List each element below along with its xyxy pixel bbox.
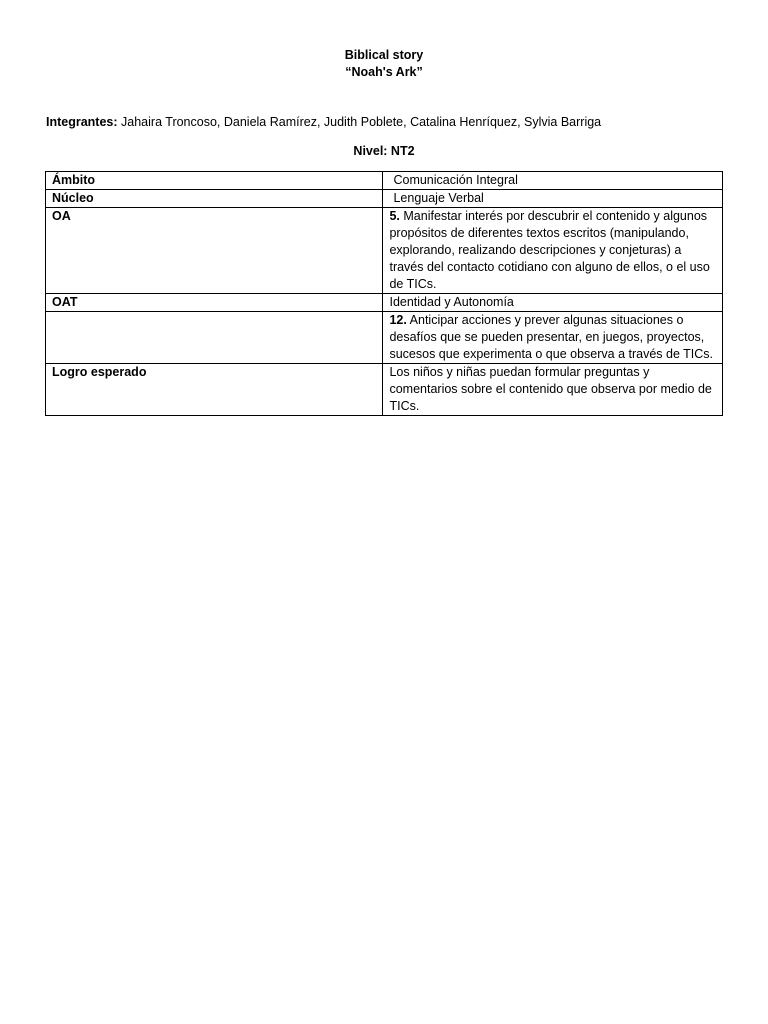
table-row: [46, 190, 723, 208]
row-value-oa: [383, 208, 723, 294]
document-subtitle: “Noah's Ark”: [345, 65, 423, 79]
oat-number: 12.: [389, 313, 407, 327]
integrantes-names: Jahaira Troncoso, Daniela Ramírez, Judith Poblete, Catalina Henríquez, Sylvia Barriga: [121, 115, 602, 129]
row-label-oa: OA: [46, 208, 383, 294]
row-label-logro: Logro esperado: [46, 364, 383, 416]
table-row: [46, 312, 723, 364]
nivel-heading: Nivel: NT2: [353, 144, 415, 158]
row-value-oat: Identidad y Autonomía: [383, 294, 723, 312]
table-row: [46, 172, 723, 190]
nucleo-value: Lenguaje Verbal: [393, 191, 484, 205]
oa-number: 5.: [389, 209, 400, 223]
row-label-ambito: Ámbito: [46, 172, 383, 190]
oa-text: Manifestar interés por descubrir el contenido y algunos propósitos de diferentes textos escritos (manipulando, explorando, realizando descripciones y conjeturas) a través del contacto cotidiano con alguno de ellos, o el uso de TICs.: [389, 209, 710, 291]
curriculum-table: [45, 171, 723, 416]
table-row: [46, 364, 723, 416]
row-value-oat-objective: [383, 312, 723, 364]
table-row: [46, 208, 723, 294]
document-title: Biblical story: [344, 48, 424, 62]
row-value-ambito: [383, 172, 723, 190]
document-title-block: [0, 47, 768, 81]
row-label-empty: [46, 312, 383, 364]
integrantes-line: [46, 114, 726, 131]
ambito-value: Comunicación Integral: [393, 173, 518, 187]
integrantes-label: Integrantes:: [46, 115, 118, 129]
table-row: [46, 294, 723, 312]
row-value-nucleo: [383, 190, 723, 208]
row-label-oat: OAT: [46, 294, 383, 312]
oat-objective-text: Anticipar acciones y prever algunas situaciones o desafíos que se pueden presentar, en juegos, proyectos, sucesos que experimenta o que observa a través de TICs.: [389, 313, 714, 361]
row-label-nucleo: Núcleo: [46, 190, 383, 208]
row-value-logro: Los niños y niñas puedan formular preguntas y comentarios sobre el contenido que observa por medio de TICs.: [383, 364, 723, 416]
